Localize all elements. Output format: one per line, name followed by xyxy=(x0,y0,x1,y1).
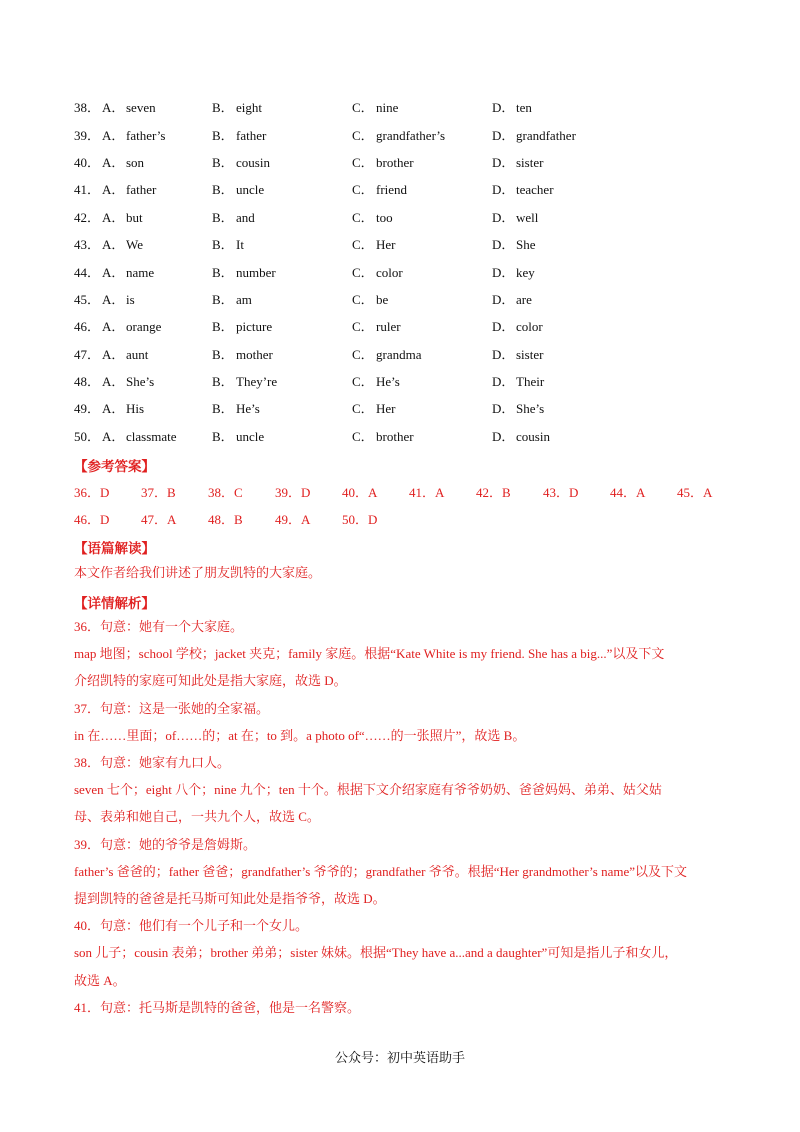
question-row xyxy=(74,367,734,394)
option-text: teacher xyxy=(516,182,554,198)
option-letter: A． xyxy=(102,127,125,143)
option-letter: C． xyxy=(352,319,374,335)
option-text: father xyxy=(236,127,267,143)
option-letter: C． xyxy=(352,154,374,170)
option-text: sister xyxy=(516,154,544,170)
option-letter: B． xyxy=(212,291,234,307)
option-text: classmate xyxy=(126,428,177,444)
option-text: color xyxy=(376,264,403,280)
detail-line: map 地图；school 学校；jacket 夹克；family 家庭。根据“Kate White is my friend. She has a big...”以及下文 xyxy=(74,646,665,662)
option-letter: C． xyxy=(352,100,374,116)
detail-line: 提到凯特的爸爸是托马斯可知此处是指爷爷，故选 D。 xyxy=(74,891,386,907)
option-b xyxy=(212,316,352,335)
detail-line: 介绍凯特的家庭可知此处是指大家庭，故选 D。 xyxy=(74,673,347,689)
option-b xyxy=(212,207,352,226)
answer-item: 45．A xyxy=(677,485,713,500)
option-text: ruler xyxy=(376,319,401,335)
option-text: grandfather’s xyxy=(376,127,446,143)
option-text: cousin xyxy=(236,154,270,170)
detail-line: 37．句意：这是一张她的全家福。 xyxy=(74,700,270,716)
option-b xyxy=(212,398,352,417)
answer-item: 50．D xyxy=(342,512,378,527)
option-text: seven xyxy=(126,100,156,116)
option-letter: C． xyxy=(352,374,374,390)
question-number: 41． xyxy=(74,182,101,198)
option-d xyxy=(492,426,612,445)
option-c xyxy=(352,262,492,281)
question-row xyxy=(74,93,734,120)
question-row xyxy=(74,285,734,312)
question-row xyxy=(74,257,734,284)
option-c xyxy=(352,125,492,144)
question-row xyxy=(74,394,734,421)
option-text: grandfather xyxy=(516,127,576,143)
detail-line: 39．句意：她的爷爷是詹姆斯。 xyxy=(74,836,257,852)
option-b xyxy=(212,179,352,198)
option-b xyxy=(212,97,352,116)
option-letter: D． xyxy=(492,154,515,170)
option-text: cousin xyxy=(516,428,550,444)
option-a xyxy=(102,207,212,226)
question-row xyxy=(74,340,734,367)
option-a xyxy=(102,179,212,198)
option-a xyxy=(102,398,212,417)
option-d xyxy=(492,234,612,253)
option-text: am xyxy=(236,291,252,307)
option-d xyxy=(492,125,612,144)
option-text: uncle xyxy=(236,182,265,198)
option-text: son xyxy=(126,154,145,170)
option-letter: C． xyxy=(352,237,374,253)
option-text: but xyxy=(126,209,143,225)
option-a xyxy=(102,152,212,171)
option-letter: B． xyxy=(212,401,234,417)
option-letter: B． xyxy=(212,182,234,198)
question-number: 46． xyxy=(74,319,101,335)
option-text: Her xyxy=(376,401,396,417)
option-d xyxy=(492,262,612,281)
answer-item: 44．A xyxy=(610,485,646,500)
question-row xyxy=(74,148,734,175)
option-letter: C． xyxy=(352,209,374,225)
question-row xyxy=(74,422,734,449)
option-text: aunt xyxy=(126,346,149,362)
question-row xyxy=(74,312,734,339)
option-letter: A． xyxy=(102,182,125,198)
option-letter: A． xyxy=(102,291,125,307)
option-letter: B． xyxy=(212,237,234,253)
option-c xyxy=(352,289,492,308)
option-text: brother xyxy=(376,154,414,170)
option-text: uncle xyxy=(236,428,265,444)
option-text: picture xyxy=(236,319,273,335)
page-footer: 公众号：初中英语助手 xyxy=(334,1050,465,1065)
option-letter: C． xyxy=(352,346,374,362)
option-d xyxy=(492,344,612,363)
option-letter: D． xyxy=(492,319,515,335)
option-text: She’s xyxy=(516,401,545,417)
option-b xyxy=(212,371,352,390)
answer-item: 39．D xyxy=(275,485,311,500)
option-text: She’s xyxy=(126,374,155,390)
option-text: ten xyxy=(516,100,532,116)
detail-line: in 在……里面；of……的；at 在；to 到。a photo of“……的一张照片”，故选 B。 xyxy=(74,727,526,743)
reading-heading: 【语篇解读】 xyxy=(74,541,155,556)
option-text: Their xyxy=(516,374,545,390)
detail-line: son 儿子；cousin 表弟；brother 弟弟；sister 妹妹。根据“They have a...and a daughter”可知是指儿子和女儿， xyxy=(74,945,678,961)
option-letter: A． xyxy=(102,237,125,253)
option-c xyxy=(352,344,492,363)
detail-analysis xyxy=(74,613,734,1021)
option-letter: D． xyxy=(492,346,515,362)
option-letter: A． xyxy=(102,209,125,225)
option-text: He’s xyxy=(236,401,260,417)
answer-item: 38．C xyxy=(208,485,243,500)
option-d xyxy=(492,316,612,335)
option-letter: B． xyxy=(212,209,234,225)
option-letter: B． xyxy=(212,127,234,143)
option-a xyxy=(102,234,212,253)
question-number: 42． xyxy=(74,209,101,225)
option-letter: C． xyxy=(352,401,374,417)
question-number: 50． xyxy=(74,428,101,444)
option-text: eight xyxy=(236,100,262,116)
question-options-list xyxy=(74,93,734,449)
answer-item: 46．D xyxy=(74,512,110,527)
option-d xyxy=(492,289,612,308)
question-number: 43． xyxy=(74,237,101,253)
option-a xyxy=(102,97,212,116)
answer-item: 37．B xyxy=(141,485,176,500)
option-text: They’re xyxy=(236,374,278,390)
question-row xyxy=(74,120,734,147)
answer-item: 49．A xyxy=(275,512,311,527)
option-letter: B． xyxy=(212,374,234,390)
option-letter: D． xyxy=(492,374,515,390)
option-letter: A． xyxy=(102,401,125,417)
answer-row-1 xyxy=(74,482,744,501)
detail-line: 36．句意：她有一个大家庭。 xyxy=(74,619,244,634)
option-b xyxy=(212,289,352,308)
option-text: well xyxy=(516,209,539,225)
option-c xyxy=(352,207,492,226)
option-text: brother xyxy=(376,428,414,444)
option-letter: D． xyxy=(492,264,515,280)
question-number: 40． xyxy=(74,154,101,170)
option-letter: A． xyxy=(102,100,125,116)
detail-line: 母、表弟和她自己，一共九个人，故选 C。 xyxy=(74,809,320,825)
question-number: 45． xyxy=(74,291,101,307)
option-letter: C． xyxy=(352,182,374,198)
option-a xyxy=(102,289,212,308)
option-text: key xyxy=(516,264,535,280)
option-b xyxy=(212,426,352,445)
option-letter: A． xyxy=(102,346,125,362)
option-text: color xyxy=(516,319,543,335)
option-text: number xyxy=(236,264,276,280)
option-letter: A． xyxy=(102,154,125,170)
option-letter: B． xyxy=(212,100,234,116)
option-d xyxy=(492,97,612,116)
option-letter: B． xyxy=(212,319,234,335)
question-number: 44． xyxy=(74,264,101,280)
option-text: Her xyxy=(376,237,396,253)
option-text: He’s xyxy=(376,374,400,390)
option-c xyxy=(352,371,492,390)
option-text: It xyxy=(236,237,244,253)
option-b xyxy=(212,152,352,171)
option-text: orange xyxy=(126,319,162,335)
option-text: be xyxy=(376,291,389,307)
option-text: grandma xyxy=(376,346,422,362)
option-b xyxy=(212,125,352,144)
detail-line: 故选 A。 xyxy=(74,972,126,988)
option-c xyxy=(352,426,492,445)
option-text: sister xyxy=(516,346,544,362)
reading-text xyxy=(74,559,734,586)
question-number: 48． xyxy=(74,374,101,390)
option-text: are xyxy=(516,291,532,307)
answer-item: 43．D xyxy=(543,485,579,500)
detail-line: father’s 爸爸的；father 爸爸；grandfather’s 爷爷的；grandfather 爷爷。根据“Her grandmother’s name”以及下文 xyxy=(74,863,687,879)
detail-line: 41．句意：托马斯是凯特的爸爸，他是一名警察。 xyxy=(74,999,361,1015)
answer-item: 41．A xyxy=(409,485,445,500)
option-letter: D． xyxy=(492,401,515,417)
option-a xyxy=(102,125,212,144)
question-row xyxy=(74,230,734,257)
reading-line: 本文作者给我们讲述了朋友凯特的大家庭。 xyxy=(74,565,322,580)
answer-item: 48．B xyxy=(208,512,243,527)
option-c xyxy=(352,152,492,171)
option-letter: B． xyxy=(212,346,234,362)
option-a xyxy=(102,262,212,281)
option-d xyxy=(492,152,612,171)
option-letter: D． xyxy=(492,100,515,116)
option-b xyxy=(212,262,352,281)
option-letter: D． xyxy=(492,127,515,143)
option-text: too xyxy=(376,209,393,225)
option-text: mother xyxy=(236,346,273,362)
option-text: His xyxy=(126,401,145,417)
option-letter: B． xyxy=(212,154,234,170)
question-number: 49． xyxy=(74,401,101,417)
option-letter: D． xyxy=(492,182,515,198)
detail-line: 40．句意：他们有一个儿子和一个女儿。 xyxy=(74,918,309,934)
answer-item: 36．D xyxy=(74,485,110,500)
option-c xyxy=(352,97,492,116)
option-text: name xyxy=(126,264,155,280)
option-letter: C． xyxy=(352,291,374,307)
option-letter: B． xyxy=(212,428,234,444)
question-row xyxy=(74,203,734,230)
option-letter: D． xyxy=(492,428,515,444)
option-d xyxy=(492,371,612,390)
option-d xyxy=(492,179,612,198)
option-letter: B． xyxy=(212,264,234,280)
option-text: friend xyxy=(376,182,408,198)
question-number: 38． xyxy=(74,100,101,116)
option-c xyxy=(352,234,492,253)
option-text: is xyxy=(126,291,135,307)
answer-row-2 xyxy=(74,509,409,528)
option-b xyxy=(212,234,352,253)
option-text: We xyxy=(126,237,143,253)
option-b xyxy=(212,344,352,363)
option-text: nine xyxy=(376,100,399,116)
option-c xyxy=(352,398,492,417)
detail-line: seven 七个；eight 八个；nine 九个；ten 十个。根据下文介绍家庭有爷爷奶奶、爸爸妈妈、弟弟、姑父姑 xyxy=(74,782,662,798)
option-text: and xyxy=(236,209,255,225)
option-a xyxy=(102,316,212,335)
option-a xyxy=(102,344,212,363)
answer-item: 42．B xyxy=(476,485,511,500)
option-a xyxy=(102,371,212,390)
option-c xyxy=(352,179,492,198)
option-text: father’s xyxy=(126,127,166,143)
answer-heading: 【参考答案】 xyxy=(74,459,155,474)
option-d xyxy=(492,207,612,226)
answer-item: 40．A xyxy=(342,485,378,500)
option-letter: C． xyxy=(352,428,374,444)
question-number: 39． xyxy=(74,127,101,143)
option-letter: C． xyxy=(352,264,374,280)
detail-heading: 【详情解析】 xyxy=(74,596,155,611)
option-letter: D． xyxy=(492,237,515,253)
option-letter: D． xyxy=(492,291,515,307)
question-number: 47． xyxy=(74,346,101,362)
option-d xyxy=(492,398,612,417)
option-text: father xyxy=(126,182,157,198)
option-letter: C． xyxy=(352,127,374,143)
option-letter: A． xyxy=(102,264,125,280)
option-letter: A． xyxy=(102,374,125,390)
option-a xyxy=(102,426,212,445)
detail-line: 38．句意：她家有九口人。 xyxy=(74,755,231,771)
option-letter: D． xyxy=(492,209,515,225)
question-row xyxy=(74,175,734,202)
answer-item: 47．A xyxy=(141,512,177,527)
option-letter: A． xyxy=(102,319,125,335)
option-c xyxy=(352,316,492,335)
option-text: She xyxy=(516,237,536,253)
option-letter: A． xyxy=(102,428,125,444)
